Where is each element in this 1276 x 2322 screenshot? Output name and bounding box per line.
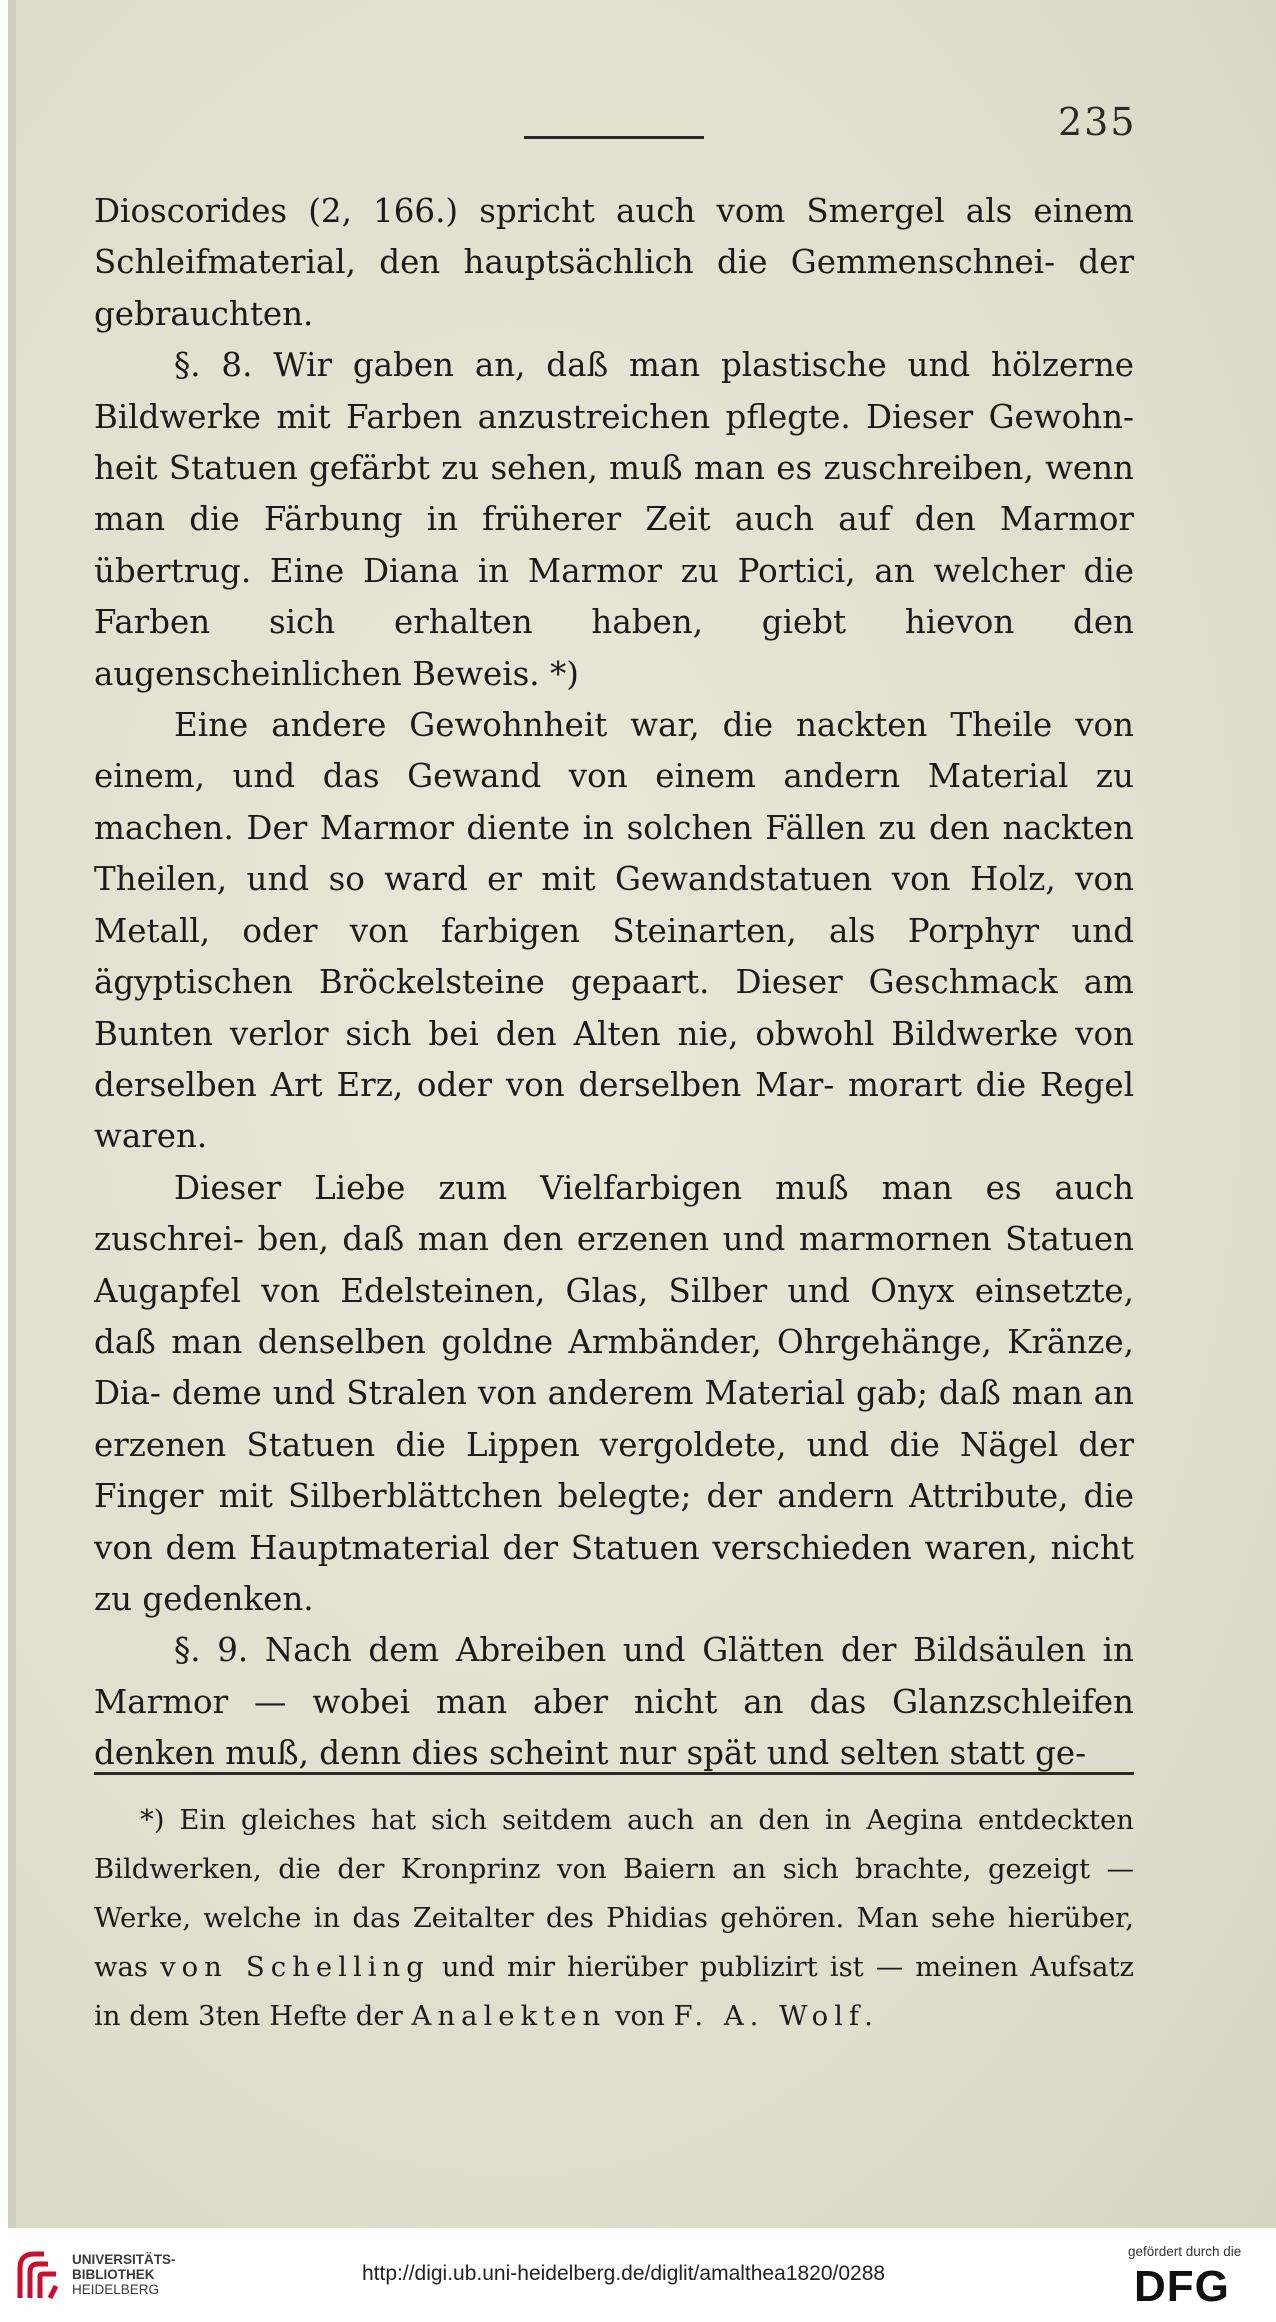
- library-name-line-2: BIBLIOTHEK: [72, 2267, 155, 2282]
- dfg-logo: DFG: [1134, 2262, 1230, 2311]
- paragraph-section-9: §. 9. Nach dem Abreiben und Glätten der Bildsäulen in Marmor — wobei man aber nicht an das Glanzschleifen denken muß, denn dies scheint nur spät und selten statt ge-: [94, 1631, 1134, 1773]
- library-name-line-3: HEIDELBERG: [72, 2282, 160, 2297]
- footnote-spaced-title-analekten: Analekten: [411, 2000, 607, 2032]
- page-number: 235: [1058, 100, 1137, 144]
- body-text: [94, 186, 1134, 1780]
- footnote-text-part-1: *) Ein gleiches hat sich seitdem auch an den in Aegina entdeckten Bildwerken, die der Kronprinz von Baiern an sich brachte, gezeigt — Werke, welche in das Zeitalter des Phidias gehören. Man sehe hierüber, was: [94, 1804, 1134, 1983]
- university-library-name: [72, 2252, 176, 2297]
- footnote-spaced-name-schelling: von Schelling: [160, 1951, 430, 1983]
- library-name-line-1: UNIVERSITÄTS-: [72, 2252, 176, 2267]
- scanned-book-page: [8, 0, 1276, 2228]
- university-library-logo-icon: [14, 2246, 62, 2304]
- footnote-rule: [94, 1772, 1134, 1775]
- footnote: [94, 1796, 1134, 2041]
- paragraph-other-custom: Eine andere Gewohnheit war, die nackten Theile von einem, und das Gewand von einem andern Material zu machen. Der Marmor diente in solchen Fällen zu den nackten Theilen, und so ward er mit Gewandstatuen von Holz, von Metall, oder von farbigen Steinarten, als Porphyr und ägyptischen Bröckelsteine gepaart. Dieser Geschmack am Bunten verlor sich bei den Alten nie, obwohl Bildwerke von derselben Art Erz, oder von derselben Mar- morart die Regel waren.: [94, 706, 1134, 1156]
- footnote-text-part-2: und mir hierüber publizirt ist — meinen Aufsatz in dem 3ten Hefte der: [94, 1951, 1134, 2032]
- page-edge: [8, 0, 16, 2228]
- funding-caption: gefördert durch die: [1128, 2244, 1242, 2259]
- paragraph-love-of-colour: Dieser Liebe zum Vielfarbigen muß man es auch zuschrei- ben, daß man den erzenen und marmornen Statuen Augapfel von Edelsteinen, Glas, Silber und Onyx einsetzte, daß man denselben goldne Armbänder, Ohrgehänge, Kränze, Dia- deme und Stralen von anderem Material gab; daß man an erzenen Statuen die Lippen vergoldete, und die Nägel der Finger mit Silberblättchen belegte; der andern Attribute, die von dem Hauptmaterial der Statuen verschieden waren, nicht zu gedenken.: [94, 1168, 1134, 1618]
- header-rule: [524, 136, 704, 139]
- viewer-footer: [0, 2228, 1276, 2322]
- footnote-text-part-3: von: [606, 2000, 674, 2032]
- paragraph-dioscorides: Dioscorides (2, 166.) spricht auch vom Smergel als einem Schleifmaterial, den hauptsächlich die Gemmenschnei- der gebrauchten.: [94, 192, 1134, 333]
- footnote-spaced-name-wolf: F. A. Wolf.: [673, 2000, 879, 2032]
- permalink-url[interactable]: http://digi.ub.uni-heidelberg.de/diglit/amalthea1820/0288: [362, 2262, 886, 2285]
- paragraph-section-8: §. 8. Wir gaben an, daß man plastische und hölzerne Bildwerke mit Farben anzustreichen pflegte. Dieser Gewohn- heit Statuen gefärbt zu sehen, muß man es zuschreiben, wenn man die Färbung in früherer Zeit auch auf den Marmor übertrug. Eine Diana in Marmor zu Portici, an welcher die Farben sich erhalten haben, giebt hievon den augenscheinlichen Beweis. *): [94, 346, 1134, 693]
